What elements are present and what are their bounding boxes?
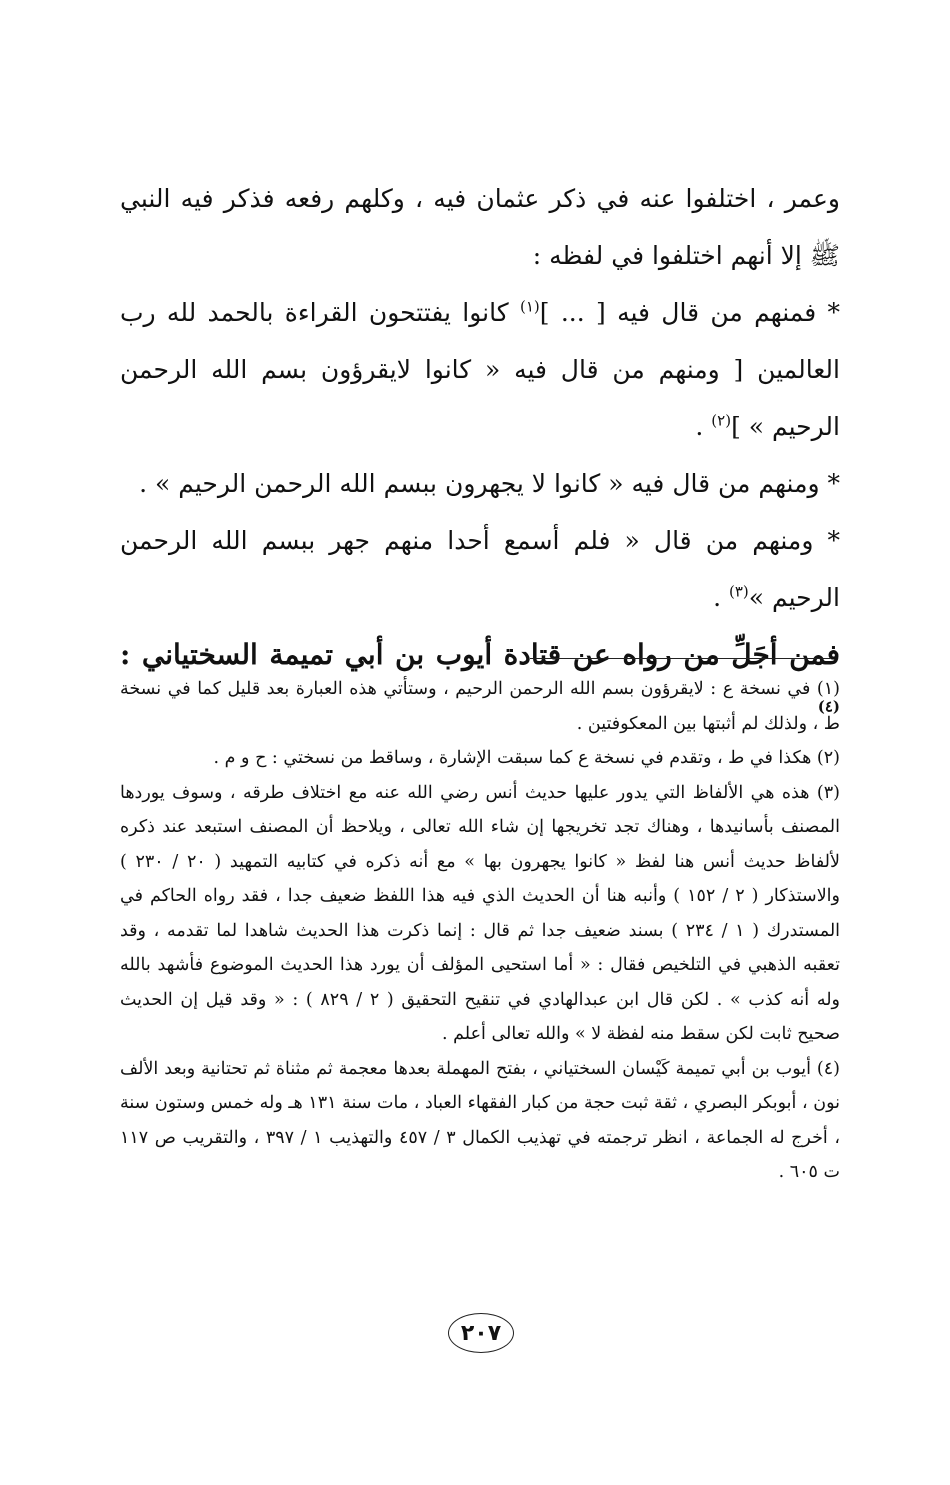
footnote-2: (٢) هكذا في ط ، وتقدم في نسخة ع كما سبقت الإشارة ، وساقط من نسختي : ح و م . — [213, 748, 840, 768]
main-text — [120, 170, 840, 742]
section-heading: فمن أجَلِّ من رواه عن قتادة أيوب بن أبي تميمة السختياني :$^{(٤)}$ — [120, 638, 840, 716]
footnote-ref-2: (٢) — [711, 411, 732, 430]
footnote-4: (٤) أيوب بن أبي تميمة كَيْسان السختياني ، بفتح المهملة بعدها معجمة ثم مثناة ثم تحتانية وبعد الألف نون ، أبوبكر البصري ، ثقة ثبت حجة من كبار الفقهاء العباد ، مات سنة ١٣١ هـ وله خمس وستون سنة ، أخرج له الجماعة ، انظر ترجمته في تهذيب الكمال ٣ / ٤٥٧ والتهذيب ١ / ٣٩٧ ، والتقريب ص ١١٧ ت ٦٠٥ . — [120, 1058, 840, 1182]
footnote-ref-4: (٤) — [817, 697, 840, 716]
footnote-ref-3: (٣) — [728, 582, 749, 601]
page-number-badge — [448, 1313, 514, 1353]
page-number: ٢٠٧ — [460, 1320, 502, 1346]
paragraph-second-variant: * ومنهم من قال فيه « كانوا لا يجهرون ببسم الله الرحمن الرحيم » . — [139, 469, 840, 498]
footnotes — [120, 672, 840, 1190]
footnote-1: (١) في نسخة ع : لايقرؤون بسم الله الرحمن الرحيم ، وستأتي هذه العبارة بعد قليل كما في نسخة ط ، ولذلك لم أثبتها بين المعكوفتين . — [120, 679, 840, 734]
footnote-divider — [530, 658, 830, 659]
body-paragraphs — [120, 170, 840, 626]
footnote-ref-1: (١) — [519, 297, 540, 316]
paragraph-first-variant: * فمنهم من قال فيه [ ... ]$^{(١)}$ كانوا يفتتحون القراءة بالحمد لله رب العالمين [ ومنهم من قال فيه « كانوا لايقرؤون بسم الله الرحمن الرحيم » ]$^{(٢)}$ . — [120, 297, 841, 441]
footnote-3: (٣) هذه هي الألفاظ التي يدور عليها حديث أنس رضي الله عنه مع اختلاف طرقه ، وسوف يوردها المصنف بأسانيدها ، وهناك تجد تخريجها إن شاء الله تعالى ، ويلاحظ أن المصنف استبعد عند ذكره لألفاظ حديث أنس هنا لفظ « كانوا يجهرون بها » مع أنه ذكره في كتابيه التمهيد ( ٢٠ / ٢٣٠ ) والاستذكار ( ٢ / ١٥٢ ) وأنبه هنا أن الحديث الذي فيه هذا اللفظ ضعيف جدا ، فقد رواه الحاكم في المستدرك ( ١ / ٢٣٤ ) بسند ضعيف جدا ثم قال : إنما ذكرت هذا الحديث شاهدا لما تقدمه ، وقد تعقبه الذهبي في التلخيص فقال : « أما استحيى المؤلف أن يورد هذا الحديث الموضوع فأشهد بالله وله أنه كذب » . لكن قال ابن عبدالهادي في تنقيح التحقيق ( ٢ / ٨٢٩ ) : « وقد قيل إن الحديث صحيح ثابت لكن سقط منه لفظة لا » والله تعالى أعلم . — [120, 782, 841, 1044]
paragraph-intro: وعمر ، اختلفوا عنه في ذكر عثمان فيه ، وكلهم رفعه فذكر فيه النبي ﷺ إلا أنهم اختلفوا في لفظه : — [120, 184, 840, 270]
paragraph-third-variant: * ومنهم من قال « فلم أسمع أحدا منهم جهر ببسم الله الرحمن الرحيم »$^{(٣)}$ . — [120, 526, 840, 612]
